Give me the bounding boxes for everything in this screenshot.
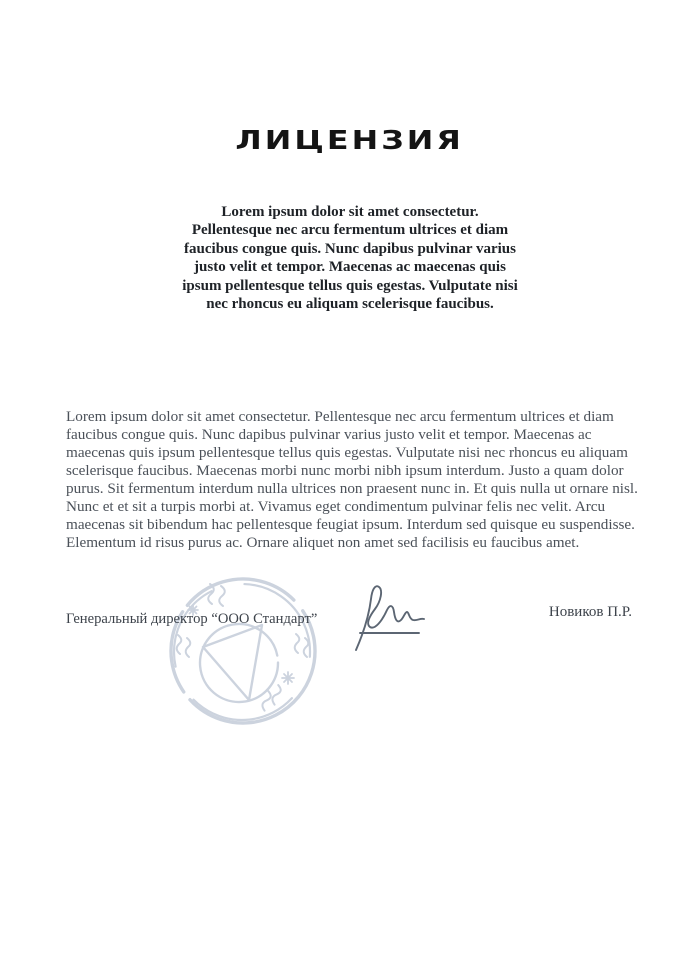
handwritten-signature-icon (349, 577, 431, 655)
round-company-stamp-icon (164, 572, 322, 730)
document-title-text: ЛИЦЕНЗИЯ (235, 126, 465, 156)
document-title (0, 128, 700, 154)
signatory-name: Новиков П.Р. (548, 604, 632, 620)
lead-paragraph: Lorem ipsum dolor sit amet consectetur. Pellentesque nec arcu fermentum ultrices et diam faucibus congue quis. Nunc dapibus pulvinar varius justo velit et tempor. Maecenas ac maecenas quis ipsum pellentesque tellus quis egestas. Vulputate nisi nec rhoncus eu aliquam scelerisque faucibus. (182, 204, 518, 313)
body-paragraph: Lorem ipsum dolor sit amet consectetur. Pellentesque nec arcu fermentum ultrices et diam faucibus congue quis. Nunc dapibus pulvinar varius justo velit et tempor. Maecenas ac maecenas quis ipsum pellentesque tellus quis egestas. Vulputate nisi nec rhoncus eu aliquam scelerisque faucibus. Maecenas morbi nunc morbi nibh ipsum interdum. Justo a quam dolor purus. Sit fermentum interdum nulla ultrices non praesent nunc in. Et quis nulla ut ornare nisl. Nunc et et sit a turpis morbi at. Vivamus eget condimentum pulvinar felis nec velit. Arcu maecenas sit bibendum hac pellentesque feugiat ipsum. Interdum sed quisque eu suspendisse. Elementum id risus purus ac. Ornare aliquet non amet sed facilisis eu faucibus amet. (66, 408, 638, 551)
signatory-title-label: Генеральный директор “ООО Стандарт” (66, 611, 318, 627)
